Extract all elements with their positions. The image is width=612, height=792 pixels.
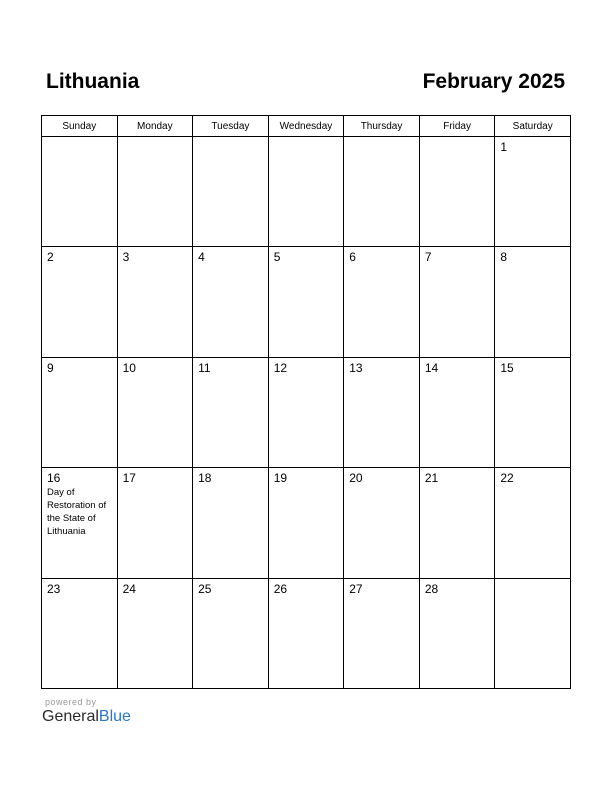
day-cell <box>419 247 495 357</box>
week-row <box>42 578 571 688</box>
day-cell <box>268 468 344 578</box>
day-number <box>344 137 419 140</box>
weekday-tuesday: Tuesday <box>193 116 269 137</box>
day-cell <box>117 357 193 467</box>
day-cell <box>193 357 269 467</box>
week-row <box>42 357 571 467</box>
country-title: Lithuania <box>46 70 140 93</box>
day-cell <box>117 468 193 578</box>
day-cell <box>495 357 571 467</box>
day-cell <box>42 357 118 467</box>
day-cell <box>268 137 344 247</box>
month-year-title: February 2025 <box>422 70 565 93</box>
day-cell <box>42 137 118 247</box>
day-number: 13 <box>349 360 363 375</box>
day-cell <box>495 247 571 357</box>
brand-general: General <box>42 708 99 725</box>
week-row <box>42 137 571 247</box>
day-number <box>420 137 495 140</box>
day-number: 19 <box>273 471 288 486</box>
day-cell <box>344 468 420 578</box>
day-cell <box>495 137 571 247</box>
day-number: 25 <box>198 581 212 596</box>
day-number: 22 <box>500 471 514 486</box>
day-number: 23 <box>47 581 61 596</box>
day-number <box>42 137 117 140</box>
day-number: 6 <box>349 250 356 265</box>
weekday-monday: Monday <box>117 116 193 137</box>
day-number: 3 <box>122 250 130 265</box>
weekday-header-row <box>42 116 571 137</box>
holiday-label: Day of Restoration of the State of Lithuania <box>47 487 107 538</box>
day-number <box>269 137 344 140</box>
day-cell <box>268 357 344 467</box>
day-number: 15 <box>500 360 514 375</box>
day-cell <box>193 468 269 578</box>
day-cell <box>344 578 420 688</box>
day-cell <box>268 247 344 357</box>
day-number: 16 <box>47 471 61 486</box>
day-number: 7 <box>424 250 432 265</box>
day-number: 17 <box>122 471 136 486</box>
day-number <box>193 137 268 140</box>
day-cell <box>193 137 269 247</box>
day-number: 14 <box>424 360 439 375</box>
day-number: 8 <box>500 250 508 265</box>
weekday-saturday: Saturday <box>495 116 571 137</box>
day-cell <box>193 247 269 357</box>
day-number: 27 <box>349 581 363 596</box>
day-number: 12 <box>273 360 288 375</box>
weekday-friday: Friday <box>419 116 495 137</box>
day-cell <box>42 247 118 357</box>
day-number: 10 <box>122 360 136 375</box>
day-cell <box>419 357 495 467</box>
day-number: 26 <box>273 581 288 596</box>
day-cell <box>117 578 193 688</box>
weekday-sunday: Sunday <box>42 116 118 137</box>
day-number: 20 <box>349 471 363 486</box>
day-number: 9 <box>47 360 54 375</box>
day-number: 18 <box>198 471 212 486</box>
day-number: 28 <box>424 581 439 596</box>
brand-blue: Blue <box>98 708 131 725</box>
week-row <box>42 468 571 578</box>
day-number: 5 <box>273 250 281 265</box>
day-cell <box>117 247 193 357</box>
day-number: 24 <box>122 581 136 596</box>
generalblue-logo[interactable] <box>42 708 131 726</box>
calendar-grid <box>41 115 571 689</box>
day-cell <box>495 468 571 578</box>
day-cell <box>117 137 193 247</box>
day-number <box>495 579 570 582</box>
day-number <box>118 137 193 140</box>
day-number: 2 <box>47 250 54 265</box>
day-cell <box>419 137 495 247</box>
weekday-thursday: Thursday <box>344 116 420 137</box>
day-cell <box>42 578 118 688</box>
day-cell <box>344 137 420 247</box>
day-number: 21 <box>424 471 439 486</box>
day-number: 1 <box>500 140 508 154</box>
day-cell <box>344 247 420 357</box>
day-cell <box>268 578 344 688</box>
day-cell <box>419 578 495 688</box>
weekday-wednesday: Wednesday <box>268 116 344 137</box>
day-cell-holiday <box>42 468 118 578</box>
week-row <box>42 247 571 357</box>
powered-by-text: powered by <box>45 697 97 707</box>
day-number: 4 <box>198 250 205 265</box>
day-cell <box>419 468 495 578</box>
day-cell <box>495 578 571 688</box>
day-cell <box>344 357 420 467</box>
day-cell <box>193 578 269 688</box>
day-number: 11 <box>198 360 211 375</box>
